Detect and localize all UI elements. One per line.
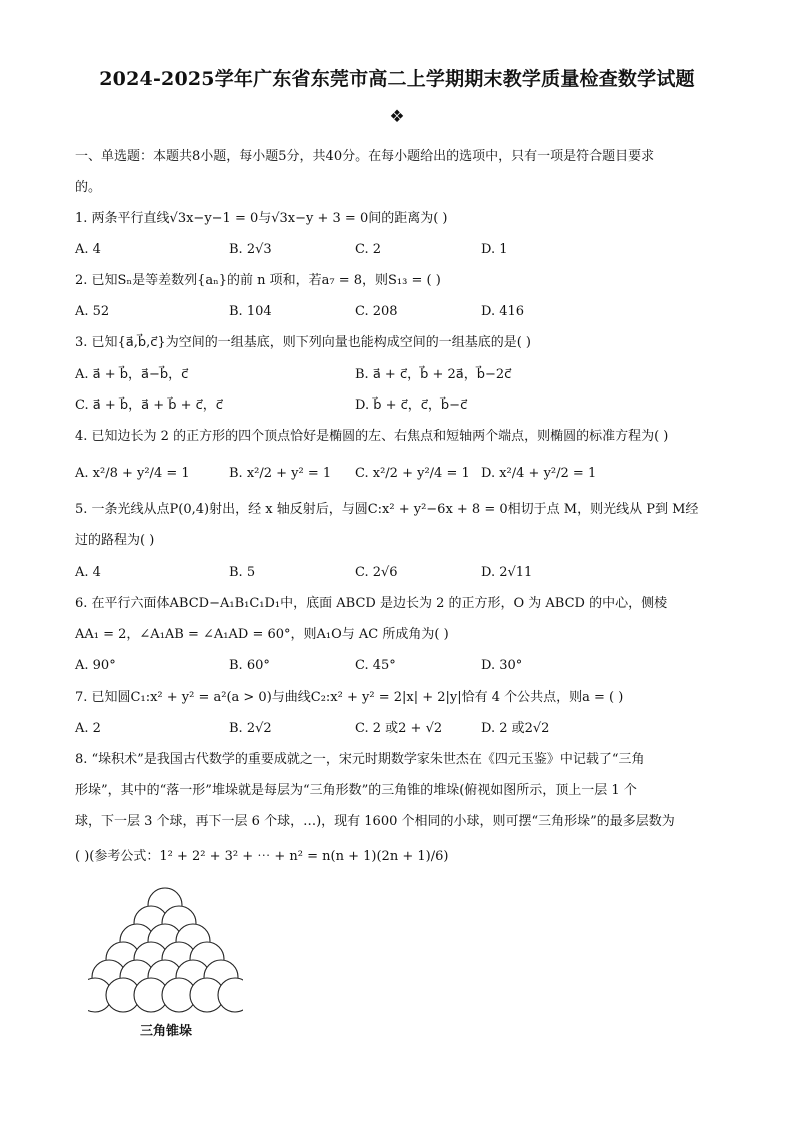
question-2-stem: 2. 已知Sₙ是等差数列{aₙ}的前 n 项和，若a₇ = 8，则S₁₃ = ( ) [75, 273, 441, 288]
question-6-option-a: A. 90° [75, 658, 116, 673]
question-7-stem: 7. 已知圆C₁:x² + y² = a²(a > 0)与曲线C₂:x² + y² = 2|x| + 2|y|恰有 4 个公共点，则a = ( ) [75, 690, 624, 705]
question-3-option-b: B. a⃗ + c⃗，b⃗ + 2a⃗，b⃗−2c⃗ [355, 367, 512, 382]
question-8-stem-line4: ( )(参考公式：1² + 2² + 3² + ⋯ + n² = n(n + 1)(2n + 1)/6) [75, 849, 449, 864]
question-5-option-c: C. 2√6 [355, 565, 398, 580]
question-5-stem-line1: 5. 一条光线从点P(0,4)射出，经 x 轴反射后，与圆C:x² + y²−6x + 8 = 0相切于点 M，则光线从 P到 M经 [75, 502, 699, 517]
section-heading-line2: 的。 [75, 180, 102, 195]
question-2-option-b: B. 104 [229, 304, 272, 319]
section-heading-line1: 一、单选题：本题共8小题，每小题5分，共40分。在每小题给出的选项中，只有一项是符合题目要求 [75, 149, 655, 164]
question-4-option-a: A. x²/8 + y²/4 = 1 [75, 466, 190, 481]
question-1-option-c: C. 2 [355, 242, 382, 257]
question-6-stem-line1: 6. 在平行六面体ABCD−A₁B₁C₁D₁中，底面 ABCD 是边长为 2 的正方形，O 为 ABCD 的中心，侧棱 [75, 596, 668, 611]
question-3-option-a: A. a⃗ + b⃗，a⃗−b⃗，c⃗ [75, 367, 189, 382]
question-7-option-d: D. 2 或2√2 [481, 721, 550, 736]
question-6-option-b: B. 60° [229, 658, 270, 673]
question-2-option-a: A. 52 [75, 304, 110, 319]
question-4-option-c: C. x²/2 + y²/4 = 1 [355, 466, 470, 481]
question-6-option-c: C. 45° [355, 658, 396, 673]
question-5-option-d: D. 2√11 [481, 565, 533, 580]
question-6-option-d: D. 30° [481, 658, 523, 673]
question-3-option-d: D. b⃗ + c⃗，c⃗，b⃗−c⃗ [355, 398, 468, 413]
question-1-option-a: A. 4 [75, 242, 101, 257]
question-1-option-d: D. 1 [481, 242, 508, 257]
question-3-stem: 3. 已知{a⃗,b⃗,c⃗}为空间的一组基底，则下列向量也能构成空间的一组基底的是( ) [75, 335, 531, 350]
question-5-option-a: A. 4 [75, 565, 101, 580]
ball-pyramid-figure [88, 885, 243, 1020]
question-7-option-a: A. 2 [75, 721, 101, 736]
question-2-option-d: D. 416 [481, 304, 525, 319]
question-7-option-b: B. 2√2 [229, 721, 272, 736]
question-4-option-b: B. x²/2 + y² = 1 [229, 466, 332, 481]
question-4-option-d: D. x²/4 + y²/2 = 1 [481, 466, 597, 481]
ornament-icon: ❖ [389, 107, 405, 127]
question-1-stem: 1. 两条平行直线√3x−y−1 = 0与√3x−y + 3 = 0间的距离为( ) [75, 211, 448, 226]
question-5-stem-line2: 过的路程为( ) [75, 533, 155, 548]
question-2-option-c: C. 208 [355, 304, 398, 319]
question-5-option-b: B. 5 [229, 565, 256, 580]
question-8-stem-line1: 8. “垛积术”是我国古代数学的重要成就之一，宋元时期数学家朱世杰在《四元玉鉴》中记载了“三角 [75, 752, 645, 767]
question-4-stem: 4. 已知边长为 2 的正方形的四个顶点恰好是椭圆的左、右焦点和短轴两个端点，则椭圆的标准方程为( ) [75, 429, 669, 444]
question-8-stem-line3: 球，下一层 3 个球，再下一层 6 个球，…)，现有 1600 个相同的小球，则可摆“三角形垛”的最多层数为 [75, 814, 675, 829]
question-6-stem-line2: AA₁ = 2，∠A₁AB = ∠A₁AD = 60°，则A₁O与 AC 所成角为( ) [75, 627, 449, 642]
page-title: 2024-2025学年广东省东莞市高二上学期期末教学质量检查数学试题 [99, 68, 695, 90]
question-1-option-b: B. 2√3 [229, 242, 272, 257]
figure-caption: 三角锥垛 [140, 1024, 193, 1039]
question-7-option-c: C. 2 或2 + √2 [355, 721, 443, 736]
question-8-stem-line2: 形垛”，其中的“落一形”堆垛就是每层为“三角形数”的三角锥的堆垛(俯视如图所示，顶上一层 1 个 [75, 783, 637, 798]
question-3-option-c: C. a⃗ + b⃗，a⃗ + b⃗ + c⃗，c⃗ [75, 398, 223, 413]
